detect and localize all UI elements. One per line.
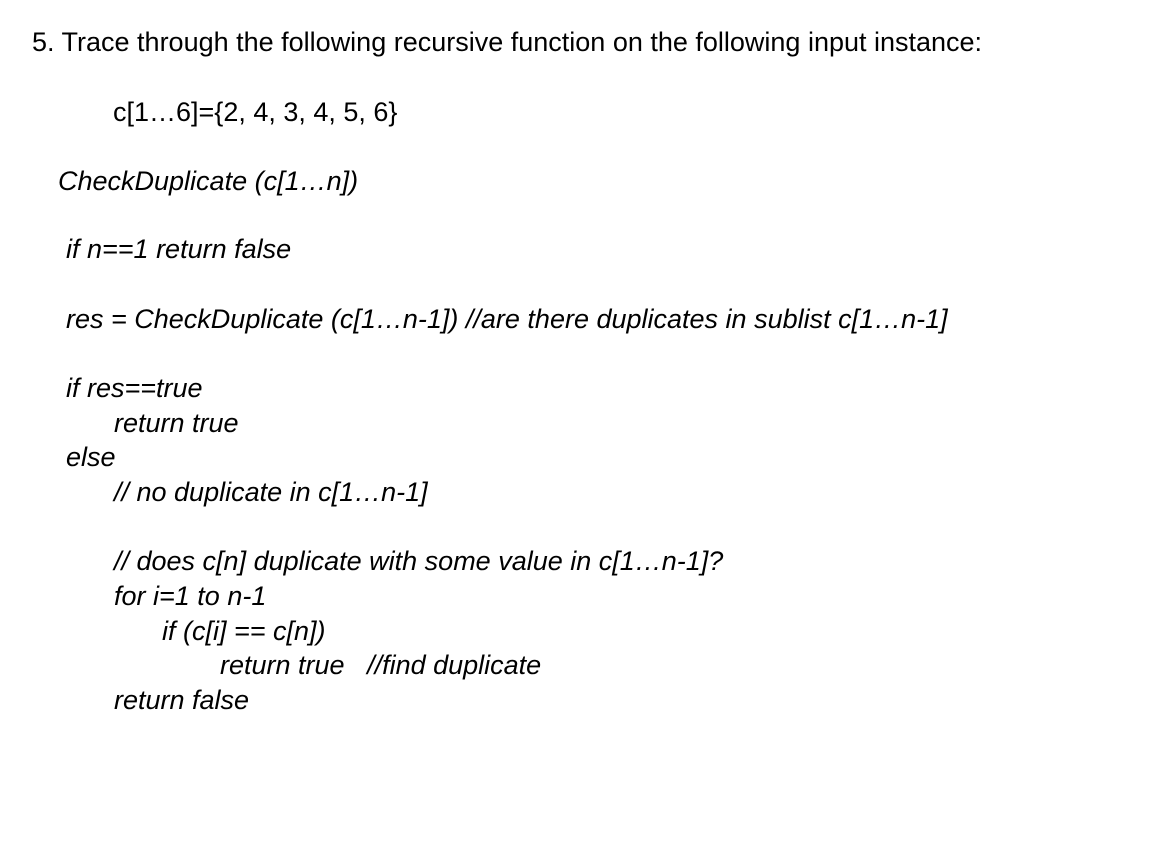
code-line-return-true: return true <box>114 408 239 438</box>
code-line-inner-return: return true //find duplicate <box>220 650 542 680</box>
code-line-return-false: return false <box>114 685 250 715</box>
question-text: 5. Trace through the following recursive function on the following input instance: <box>32 27 983 57</box>
code-line-base-case: if n==1 return false <box>66 234 292 264</box>
code-line-else: else <box>66 442 116 472</box>
code-line-recursive-call: res = CheckDuplicate (c[1…n-1]) //are there duplicates in sublist c[1…n-1] <box>66 304 948 334</box>
code-line-if-res: if res==true <box>66 373 203 403</box>
code-line-for-loop: for i=1 to n-1 <box>114 581 267 611</box>
function-signature: CheckDuplicate (c[1…n]) <box>58 166 359 196</box>
code-line-inner-if: if (c[i] == c[n]) <box>162 616 326 646</box>
input-instance: c[1…6]={2, 4, 3, 4, 5, 6} <box>113 97 398 127</box>
code-line-comment-does-duplicate: // does c[n] duplicate with some value in c[1…n-1]? <box>114 546 724 576</box>
code-line-comment-no-duplicate: // no duplicate in c[1…n-1] <box>114 477 428 507</box>
